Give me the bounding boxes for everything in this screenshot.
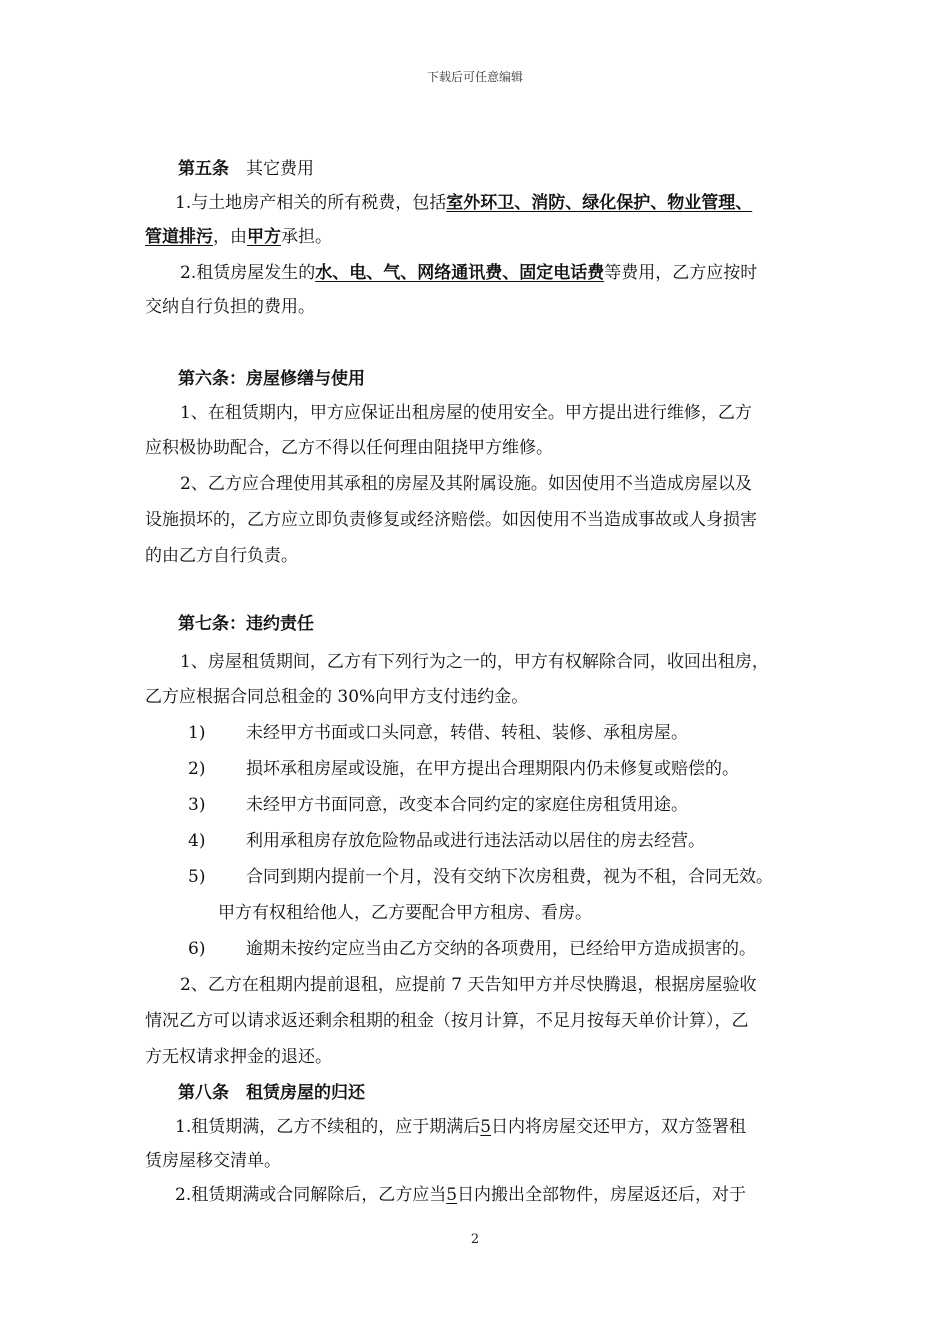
text-run: 等费用，乙方应按时 [604,263,758,283]
article-7-para-1: 1、房屋租赁期间，乙方有下列行为之一的，甲方有权解除合同，收回出租房， [180,652,769,672]
underlined-text: 室外环卫、消防、绿化保护、物业管理、 [446,193,753,213]
article-6-para-2-line-3: 的由乙方自行负责。 [145,546,298,566]
article-6-para-1: 1、在租赁期内，甲方应保证出租房屋的使用安全。甲方提出进行维修，乙方 [180,403,752,423]
text-run: ，由 [213,227,247,247]
article-6-para-2: 2、乙方应合理使用其承租的房屋及其附属设施。如因使用不当造成房屋以及 [180,474,752,494]
list-item-5 [188,866,773,888]
list-text: 合同到期内提前一个月，没有交纳下次房租费，视为不租，合同无效。 [246,867,773,887]
text-run: 日内搬出全部物件，房屋返还后，对于 [457,1185,747,1205]
article-6-para-1-line-2: 应积极协助配合，乙方不得以任何理由阻挠甲方维修。 [145,438,553,458]
underlined-text: 甲方 [247,227,281,247]
list-number: 6) [188,939,206,959]
article-7-para-2: 2、乙方在租期内提前退租，应提前 7 天告知甲方并尽快腾退，根据房屋验收 [180,975,757,995]
text-run: 1.与土地房产相关的所有税费，包括 [175,193,447,213]
article-6-para-2-line-2: 设施损坏的，乙方应立即负责修复或经济赔偿。如因使用不当造成事故或人身损害 [145,510,757,530]
article-7-para-2-line-3: 方无权请求押金的退还。 [145,1047,332,1067]
list-text: 逾期未按约定应当由乙方交纳的各项费用，已经给甲方造成损害的。 [246,939,756,959]
text-run: 1.租赁期满，乙方不续租的，应于期满后 [175,1117,481,1137]
article-5-heading [178,158,314,180]
article-7-para-2-line-2: 情况乙方可以请求返还剩余租期的租金（按月计算，不足月按每天单价计算），乙 [145,1011,749,1031]
article-8-para-1 [175,1116,746,1138]
text-run: 日内将房屋交还甲方，双方签署租 [491,1117,747,1137]
article-5-para-2 [180,262,757,284]
article-5-para-2-line-2: 交纳自行负担的费用。 [145,297,315,317]
article-5-para-1 [175,192,752,214]
list-item-5-continuation: 甲方有权租给他人，乙方要配合甲方租房、看房。 [218,903,592,923]
list-number: 5) [188,867,206,887]
list-text: 损坏承租房屋或设施，在甲方提出合理期限内仍未修复或赔偿的。 [246,759,739,779]
article-8-para-2 [175,1184,746,1206]
list-number: 4) [188,831,206,851]
underlined-number: 5 [446,1185,458,1205]
page-number: 2 [470,1232,480,1247]
list-item-4 [188,830,705,852]
list-item-2 [188,758,739,780]
list-item-6 [188,938,756,960]
list-text: 利用承租房存放危险物品或进行违法活动以居住的房去经营。 [246,831,705,851]
article-7-title: 第七条：违约责任 [178,614,314,634]
list-number: 3) [188,795,206,815]
underlined-text: 水、电、气、网络通讯费、固定电话费 [315,263,605,283]
article-8-para-1-line-2: 赁房屋移交清单。 [145,1151,281,1171]
article-5-title-rest: 其它费用 [229,159,314,179]
text-run: 承担。 [281,227,332,247]
list-text: 未经甲方书面或口头同意，转借、转租、装修、承租房屋。 [246,723,688,743]
text-run: 2.租赁房屋发生的 [180,263,316,283]
page-header: 下载后可任意编辑 [426,70,523,84]
article-7-para-1-line-2: 乙方应根据合同总租金的 30%向甲方支付违约金。 [145,687,529,707]
article-5-title: 第五条 [178,159,229,179]
article-6-title: 第六条：房屋修缮与使用 [178,369,365,389]
article-8-title: 第八条 租赁房屋的归还 [178,1083,365,1103]
list-item-3 [188,794,688,816]
underlined-text: 管道排污 [145,227,213,247]
underlined-number: 5 [480,1117,492,1137]
article-5-para-1-line-2 [145,226,332,248]
list-item-1 [188,722,688,744]
list-number: 1) [188,723,206,743]
list-text: 未经甲方书面同意，改变本合同约定的家庭住房租赁用途。 [246,795,688,815]
list-number: 2) [188,759,206,779]
text-run: 2.租赁期满或合同解除后，乙方应当 [175,1185,447,1205]
